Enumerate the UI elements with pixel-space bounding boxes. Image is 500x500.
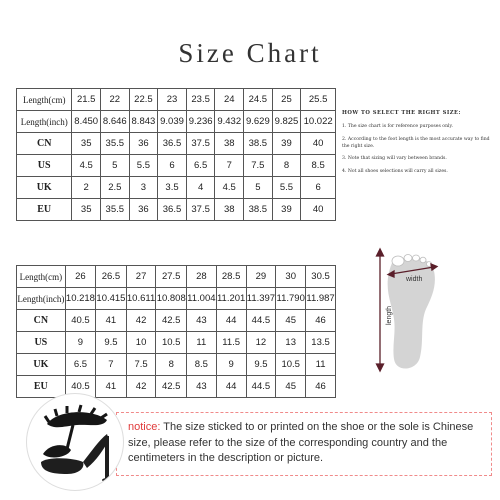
- row-label: Length(cm): [17, 89, 72, 111]
- length-label: length: [386, 305, 393, 325]
- table-cell: 26: [65, 266, 96, 288]
- table-cell: 6: [301, 177, 336, 199]
- table-row: [17, 177, 336, 199]
- table-cell: 24: [215, 89, 244, 111]
- table-cell: 8.843: [129, 111, 158, 133]
- table-cell: 22: [101, 89, 130, 111]
- table-cell: 40: [301, 133, 336, 155]
- how-to-item: 1. The size chart is for reference purposes only.: [342, 123, 453, 129]
- table-cell: 10.218: [65, 288, 96, 310]
- table-cell: 36.5: [158, 133, 187, 155]
- table-cell: 5.5: [129, 155, 158, 177]
- table-cell: 11.397: [246, 288, 276, 310]
- table-cell: 22.5: [129, 89, 158, 111]
- table-cell: 9.629: [244, 111, 273, 133]
- table-cell: 10.415: [96, 288, 127, 310]
- table-cell: 11.201: [216, 288, 246, 310]
- table-cell: 28: [186, 266, 216, 288]
- platform-sandal-image: [27, 394, 123, 490]
- table-cell: 11.790: [276, 288, 306, 310]
- length-arrow: [377, 249, 384, 371]
- table-cell: 2: [72, 177, 101, 199]
- table-cell: 5.5: [272, 177, 301, 199]
- table-row: [17, 354, 336, 376]
- table-cell: 11: [186, 332, 216, 354]
- table-cell: 9: [216, 354, 246, 376]
- table-cell: 40: [301, 199, 336, 221]
- table-cell: 13.5: [306, 332, 336, 354]
- table-row: [17, 332, 336, 354]
- table-cell: 11.987: [306, 288, 336, 310]
- table-cell: 9.236: [186, 111, 215, 133]
- table-cell: 9: [65, 332, 96, 354]
- how-to-item: 2. According to the foot length is the most accurate way to find the right size.: [342, 136, 490, 149]
- table-cell: 39: [272, 199, 301, 221]
- table-row: [17, 199, 336, 221]
- width-label: width: [406, 276, 423, 283]
- table-cell: 27: [126, 266, 156, 288]
- table-cell: 11.5: [216, 332, 246, 354]
- table-cell: 8.646: [101, 111, 130, 133]
- table-cell: 6.5: [186, 155, 215, 177]
- row-label: EU: [17, 199, 72, 221]
- table-row: [17, 89, 336, 111]
- table-cell: 44.5: [246, 310, 276, 332]
- table-cell: 2.5: [101, 177, 130, 199]
- table-cell: 8: [156, 354, 187, 376]
- table-cell: 10.5: [156, 332, 187, 354]
- table-cell: 8.5: [186, 354, 216, 376]
- table-cell: 42.5: [156, 376, 187, 398]
- table-cell: 29: [246, 266, 276, 288]
- table-cell: 21.5: [72, 89, 101, 111]
- how-to-heading: HOW TO SELECT THE RIGHT SIZE:: [342, 110, 461, 116]
- table-cell: 11: [306, 354, 336, 376]
- size-table-2: [16, 265, 336, 398]
- notice-label: notice:: [128, 421, 161, 433]
- table-cell: 41: [96, 376, 127, 398]
- table-cell: 6: [158, 155, 187, 177]
- table-cell: 10.022: [301, 111, 336, 133]
- page-title: Size Chart: [178, 38, 322, 68]
- table-cell: 44.5: [246, 376, 276, 398]
- table-cell: 35.5: [101, 133, 130, 155]
- table-cell: 25.5: [301, 89, 336, 111]
- table-cell: 8: [272, 155, 301, 177]
- row-label: Length(cm): [17, 266, 66, 288]
- how-to-item: 3. Note that sizing will vary between brands.: [342, 156, 447, 162]
- table-cell: 38.5: [244, 199, 273, 221]
- table-cell: 9.432: [215, 111, 244, 133]
- table-cell: 37.5: [186, 199, 215, 221]
- table-cell: 10.5: [276, 354, 306, 376]
- table-row: [17, 111, 336, 133]
- shoe-photo: [26, 393, 124, 491]
- how-to-select-panel: [342, 110, 494, 182]
- table-cell: 9.825: [272, 111, 301, 133]
- how-to-item: 4. Not all shoes selections will carry all sizes.: [342, 169, 448, 175]
- table-cell: 8.450: [72, 111, 101, 133]
- table-row: [17, 155, 336, 177]
- table-cell: 3.5: [158, 177, 187, 199]
- table-row: [17, 266, 336, 288]
- foot-measurement-diagram: [374, 247, 446, 377]
- table-cell: 4.5: [215, 177, 244, 199]
- table-cell: 9.5: [246, 354, 276, 376]
- table-cell: 7: [96, 354, 127, 376]
- table-cell: 8.5: [301, 155, 336, 177]
- table-cell: 11.004: [186, 288, 216, 310]
- table-cell: 38: [215, 133, 244, 155]
- table-cell: 44: [216, 310, 246, 332]
- table-row: [17, 288, 336, 310]
- table-cell: 46: [306, 310, 336, 332]
- table-cell: 6.5: [65, 354, 96, 376]
- row-label: Length(inch): [17, 111, 72, 133]
- row-label: UK: [17, 177, 72, 199]
- table-cell: 28.5: [216, 266, 246, 288]
- table-cell: 9.5: [96, 332, 127, 354]
- table-cell: 10.808: [156, 288, 187, 310]
- row-label: UK: [17, 354, 66, 376]
- notice-text: [128, 420, 484, 467]
- row-label: CN: [17, 310, 66, 332]
- table-cell: 35: [72, 133, 101, 155]
- table-cell: 25: [272, 89, 301, 111]
- table-cell: 38: [215, 199, 244, 221]
- table-cell: 10: [126, 332, 156, 354]
- table-cell: 30: [276, 266, 306, 288]
- table-cell: 13: [276, 332, 306, 354]
- table-cell: 40.5: [65, 376, 96, 398]
- table-cell: 7.5: [126, 354, 156, 376]
- row-label: EU: [17, 376, 66, 398]
- size-table-1: [16, 88, 336, 221]
- table-cell: 35: [72, 199, 101, 221]
- table-cell: 7: [215, 155, 244, 177]
- table-cell: 23: [158, 89, 187, 111]
- table-cell: 5: [244, 177, 273, 199]
- row-label: US: [17, 155, 72, 177]
- table-cell: 30.5: [306, 266, 336, 288]
- table-cell: 39: [272, 133, 301, 155]
- table-cell: 35.5: [101, 199, 130, 221]
- table-cell: 43: [186, 310, 216, 332]
- table-cell: 4: [186, 177, 215, 199]
- table-cell: 36.5: [158, 199, 187, 221]
- table-cell: 12: [246, 332, 276, 354]
- table-cell: 40.5: [65, 310, 96, 332]
- table-cell: 10.611: [126, 288, 156, 310]
- table-row: [17, 310, 336, 332]
- row-label: Length(inch): [17, 288, 66, 310]
- table-cell: 24.5: [244, 89, 273, 111]
- table-cell: 36: [129, 199, 158, 221]
- table-cell: 42: [126, 310, 156, 332]
- table-cell: 7.5: [244, 155, 273, 177]
- table-cell: 9.039: [158, 111, 187, 133]
- table-cell: 42.5: [156, 310, 187, 332]
- table-cell: 3: [129, 177, 158, 199]
- table-cell: 43: [186, 376, 216, 398]
- notice-body: The size sticked to or printed on the shoe or the sole is Chinese size, please refer to the size of the corresponding country and the centimeters in the description or picture.: [128, 421, 474, 464]
- row-label: US: [17, 332, 66, 354]
- table-cell: 27.5: [156, 266, 187, 288]
- table-cell: 26.5: [96, 266, 127, 288]
- table-cell: 46: [306, 376, 336, 398]
- table-cell: 41: [96, 310, 127, 332]
- table-cell: 45: [276, 376, 306, 398]
- table-cell: 37.5: [186, 133, 215, 155]
- table-cell: 42: [126, 376, 156, 398]
- table-cell: 4.5: [72, 155, 101, 177]
- table-cell: 44: [216, 376, 246, 398]
- table-cell: 38.5: [244, 133, 273, 155]
- table-cell: 5: [101, 155, 130, 177]
- table-cell: 45: [276, 310, 306, 332]
- row-label: CN: [17, 133, 72, 155]
- table-row: [17, 133, 336, 155]
- table-cell: 36: [129, 133, 158, 155]
- table-cell: 23.5: [186, 89, 215, 111]
